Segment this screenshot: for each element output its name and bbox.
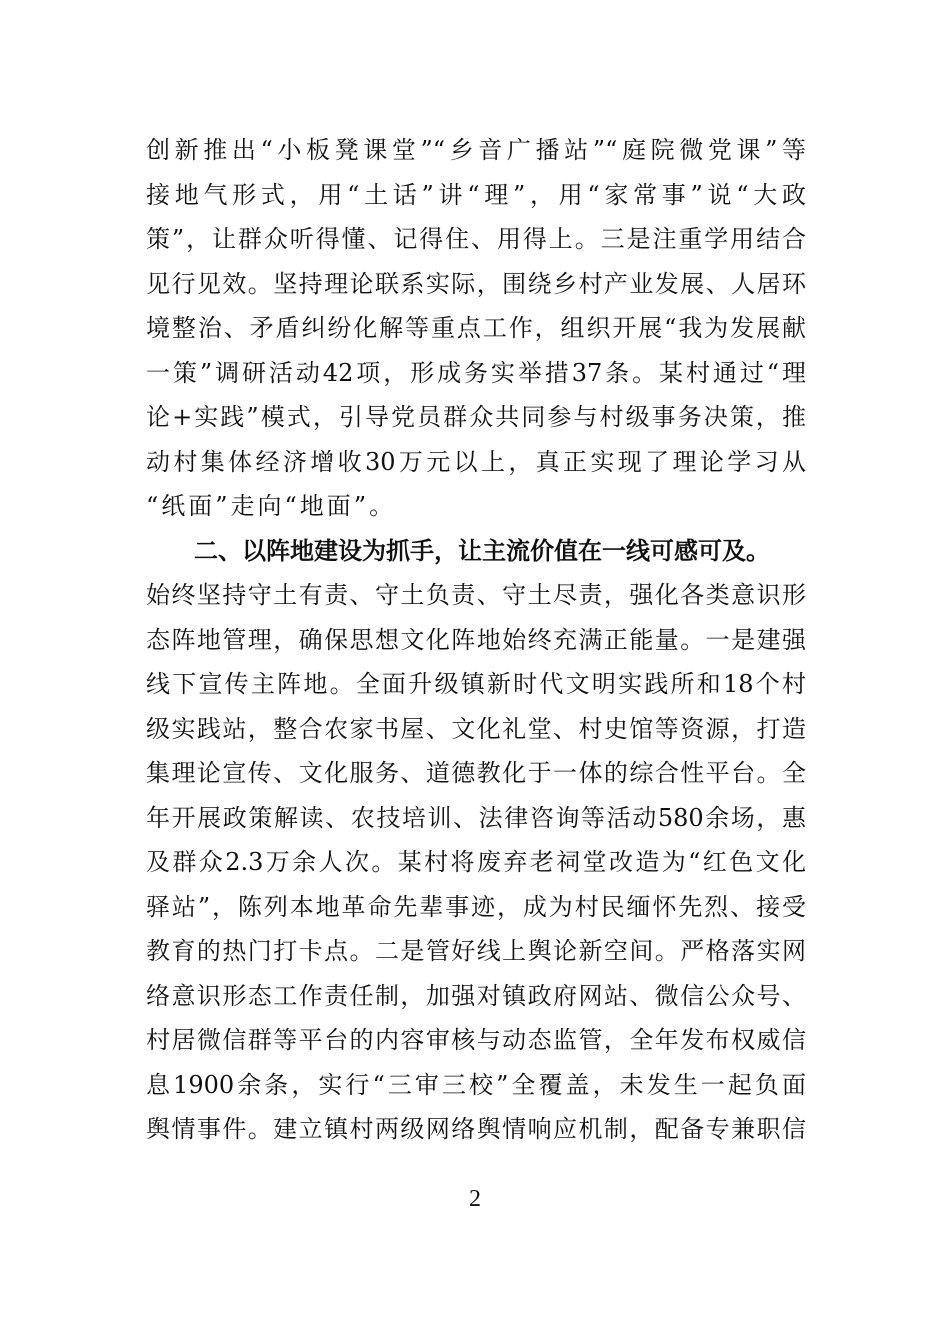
text-line: 态阵地管理，确保思想文化阵地始终充满正能量。一是建强 — [146, 625, 806, 654]
text-line: 创新推出“小板凳课堂”“乡音广播站”“庭院微党课”等 — [146, 136, 806, 164]
body-text — [146, 128, 806, 1152]
text-line: 境整治、矛盾纠纷化解等重点工作，组织开展“我为发展献 — [146, 314, 806, 342]
text-line: 线下宣传主阵地。全面升级镇新时代文明实践所和18个村 — [146, 670, 806, 698]
text-line: 策”，让群众听得懂、记得住、用得上。三是注重学用结合 — [146, 225, 806, 253]
paragraph-2 — [146, 573, 806, 1152]
text-line: 驿站”，陈列本地革命先辈事迹，成为村民缅怀先烈、接受 — [146, 892, 806, 921]
text-line: 及群众2.3万余人次。某村将废弃老祠堂改造为“红色文化 — [146, 848, 806, 876]
text-line: 村居微信群等平台的内容审核与动态监管，全年发布权威信 — [146, 1026, 806, 1054]
text-line: 年开展政策解读、农技培训、法律咨询等活动580余场，惠 — [146, 803, 806, 832]
text-line: 级实践站，整合农家书屋、文化礼堂、村史馆等资源，打造 — [146, 714, 806, 743]
text-line: 舆情事件。建立镇村两级网络舆情响应机制，配备专兼职信 — [146, 1115, 806, 1143]
text-line: 始终坚持守土有责、守土负责、守土尽责，强化各类意识形 — [146, 581, 806, 609]
text-line: 集理论宣传、文化服务、道德教化于一体的综合性平台。全 — [146, 759, 806, 787]
text-line: 息1900余条，实行“三审三校”全覆盖，未发生一起负面 — [146, 1070, 806, 1099]
text-line: 接地气形式，用“土话”讲“理”，用“家常事”说“大政 — [146, 180, 806, 209]
text-line: 见行见效。坚持理论联系实际，围绕乡村产业发展、人居环 — [146, 269, 806, 298]
text-line: 论+实践”模式，引导党员群众共同参与村级事务决策，推 — [146, 403, 806, 431]
text-line: 络意识形态工作责任制，加强对镇政府网站、微信公众号、 — [146, 981, 806, 1010]
paragraph-1 — [146, 128, 806, 529]
text-line: 一策”调研活动42项，形成务实举措37条。某村通过“理 — [146, 358, 806, 387]
text-line: 动村集体经济增收30万元以上，真正实现了理论学习从 — [146, 447, 806, 476]
section-heading: 二、以阵地建设为抓手，让主流价值在一线可感可及。 — [194, 536, 770, 565]
page-number: 2 — [469, 1186, 481, 1212]
text-line: “纸面”走向“地面”。 — [146, 492, 397, 520]
text-line: 教育的热门打卡点。二是管好线上舆论新空间。严格落实网 — [146, 937, 806, 965]
